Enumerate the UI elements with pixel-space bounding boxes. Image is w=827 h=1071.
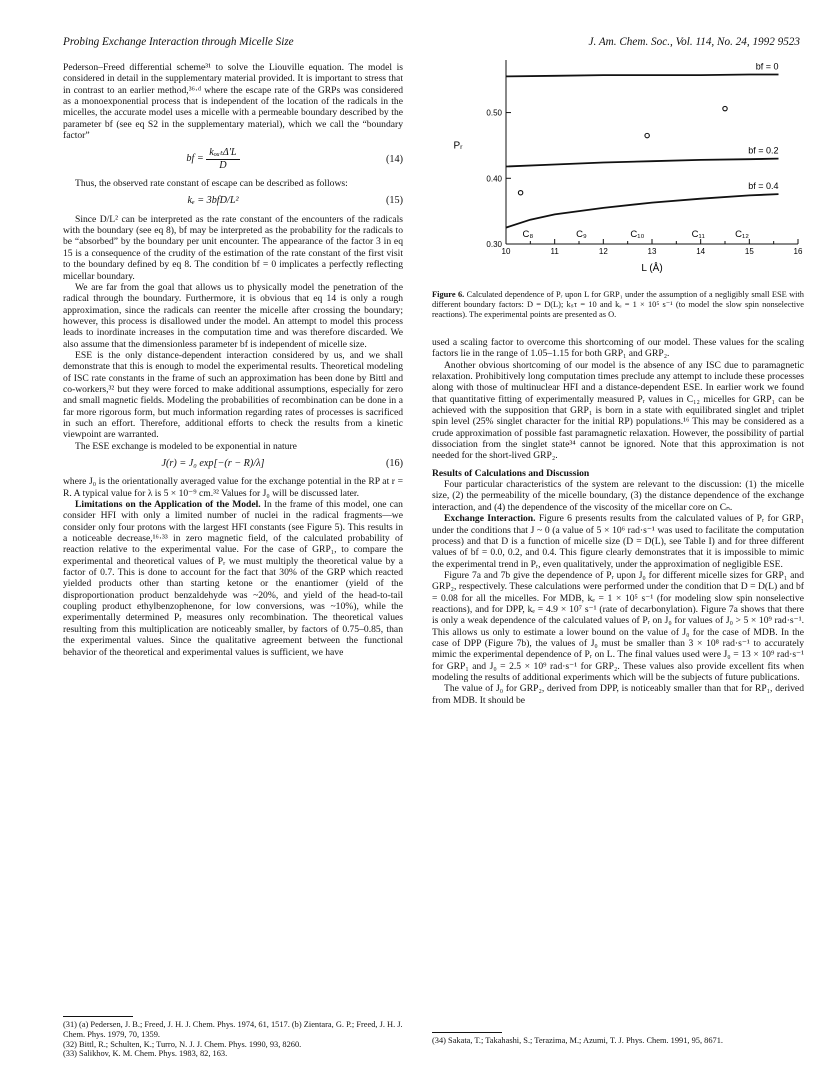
y-tick-label: 0.30 (486, 240, 502, 249)
equation-body: kₑ = 3bfD/L² (187, 195, 239, 207)
figure-6-chart (430, 56, 810, 288)
footnote: (32) Bittl, R.; Schulten, K.; Turro, N. J. J. Chem. Phys. 1990, 93, 8260. (63, 1039, 302, 1049)
experimental-point (723, 106, 727, 110)
running-header-journal: J. Am. Chem. Soc., Vol. 114, No. 24, 1992 9523 (588, 36, 800, 48)
equation-lhs: bf = (186, 153, 204, 165)
micelle-label: C₈ (522, 229, 534, 240)
paragraph (63, 499, 403, 658)
paragraph: Pederson–Freed differential scheme³¹ to solve the Liouville equation. The model is considered in detail in the supplementary material provided. It is important to stress that in contrast to an earlier method,³⁶·ᵈ where the escape rate of the GRPs was considered as a monoexponential process that is independent of the location of the radicals in the micelles, the accurate model uses a micelle with a permeable boundary described by the parameter bf (see eq S2 in the supplementary material), which we call the “boundary factor” (63, 62, 403, 142)
fraction-denominator: D (219, 159, 227, 171)
equation-fraction (206, 147, 239, 171)
paragraph: Another obvious shortcoming of our model is the absence of any ISC due to paramagnetic relaxation. Prohibitively long computation times preclude any attempt to include these processes along with those of multinuclear HFI and a distance-dependent ESE. In earlier work we found that quantitative fitting of experimentally measured Pᵣ values in C₁₂ micelles for GRP₁ can be achieved with the supposition that GRP₁ is born in a state with equilibrated singlet and triplet spin level (25% singlet character for the initial RP) populations.¹⁶ This may be considered as a crude approximation of possible fast paramagnetic relaxation. However, the possibility of partial dissociation from the singlet state³⁴ cannot be ignored. Note that this approximation is not needed for the short-lived GRP₂. (432, 359, 804, 462)
equation-body: J(r) = J₀ exp[−(r − R)/λ] (161, 458, 265, 469)
x-tick-label: 13 (647, 247, 657, 256)
equation-number: (16) (386, 458, 403, 469)
paragraph: Thus, the observed rate constant of escape can be described as follows: (75, 178, 348, 190)
equation-15 (63, 195, 403, 206)
figure-caption (432, 290, 804, 320)
equation-body (63, 147, 363, 171)
paragraph-heading: Exchange Interaction. (444, 513, 536, 525)
x-tick-label: 15 (744, 247, 754, 256)
series-label: bf = 0.2 (748, 145, 779, 156)
footnote: (34) Sakata, T.; Takahashi, S.; Terazima, M.; Azumi, T. J. Phys. Chem. 1991, 95, 8671. (432, 1036, 723, 1045)
x-tick-label: 16 (793, 247, 803, 256)
equation-number: (15) (386, 195, 403, 207)
series-line (506, 159, 779, 167)
x-tick-label: 14 (696, 247, 706, 256)
micelle-label: C₁₂ (735, 229, 749, 240)
paragraph-heading: Limitations on the Application of the Model. (75, 499, 261, 511)
y-tick-label: 0.50 (486, 108, 502, 118)
paragraph: where J₀ is the orientationally averaged value for the exchange potential in the RP at r = R. A typical value for λ is 5 × 10⁻⁹ cm.³² Values for J₀ will be discussed later. (63, 476, 403, 499)
y-tick-label: 0.40 (486, 174, 502, 184)
x-tick-label: 12 (598, 247, 608, 256)
footnote: (33) Salikhov, K. M. Chem. Phys. 1983, 82, 163. (63, 1049, 228, 1059)
section-heading: Results of Calculations and Discussion (432, 467, 590, 479)
micelle-label: C₁₁ (691, 229, 705, 240)
right-column (432, 337, 804, 706)
figure-caption-text: Calculated dependence of Pᵣ upon L for GRP₁ under the assumption of a negligibly small ESE with different boundary factors: D = D(L); kₛτ = 10 and kₑ = 1 × 10⁵ s⁻¹ (to model the slow spin nonselective reactions). The experimental points are presented as O. (432, 290, 804, 319)
footnote: (31) (a) Pedersen, J. B.; Freed, J. H. J. Chem. Phys. 1974, 61, 1517. (b) Zientara, G. P.; Freed, J. H. J. Chem. Phys. 1979, 70, 1359. (63, 1020, 403, 1039)
equation-number: (14) (386, 153, 403, 165)
series-label: bf = 0.4 (748, 181, 779, 192)
footnote-rule (63, 1016, 133, 1017)
paragraph-text: In the frame of this model, one can consider HFI with only a limited number of nuclei in the radical fragments—we consider only four protons with the largest HFI constants (see Figure 5). This results in a noticeable decrease,¹⁶·³³ in zero magnetic field, of the calculated probability of reaction relative to the experimental value. For the case of GRP₁, to compare the experimental and theoretical values of Pᵣ we must multiply the theoretical value by a factor of 0.7. This is done to account for the fact that 30% of the GRP which reacted yielded products other than starting ketone or the enantiomer (yield of the disproportionation product benzaldehyde was ~20%, and yield of the head-to-tail coupling product ethylbenzophenone, for low conversions, was ~10%), while the experimentally determined Pᵣ measures only recombination. The theoretical values resulting from this multiplication are noticeably smaller, by factors of 0.75–0.85, than the experimental values. Since the qualitative agreement between the functional behavior of the theoretical and experimental values is sufficient, we have (63, 499, 403, 658)
micelle-label: C₉ (576, 229, 587, 240)
series-label: bf = 0 (755, 61, 779, 72)
equation-14 (63, 147, 403, 171)
series-line (506, 194, 779, 228)
figure-caption-label: Figure 6. (432, 290, 465, 299)
fraction-numerator: kₒᵤₜΔ′L (206, 147, 239, 159)
x-axis-label: L (Å) (641, 263, 663, 274)
paragraph: used a scaling factor to overcome this shortcoming of our model. These values for the scaling factors lie in the range of 1.05–1.15 for both GRP₁ and GRP₂. (432, 337, 804, 360)
running-header-title: Probing Exchange Interaction through Micelle Size (63, 36, 294, 48)
paragraph: The value of J₀ for GRP₂, derived from DPP, is noticeably smaller than that for RP₁, derived from MDB. It should be (432, 683, 804, 706)
paragraph: Since D/L² can be interpreted as the rate constant of the encounters of the radicals with the boundary (see eq 8), bf may be interpreted as the probability for the radicals to be “absorbed” by the boundary per unit encounter. The appearance of the factor 3 in eq 15 is a consequence of the crudity of the estimation of the rate constant of the first visit to the boundary defined by eq 8. The condition bf = 0 implicates a perfectly reflecting micellar boundary. (63, 213, 403, 282)
experimental-point (645, 133, 649, 137)
paragraph: Four particular characteristics of the system are relevant to the discussion: (1) the micelle size, (2) the permeability of the micelle boundary, (3) the distance dependence of the exchange interaction, and (4) the dependence of the viscosity of the micellar core on Cₙ. (432, 479, 804, 513)
paragraph: The ESE exchange is modeled to be exponential in nature (75, 440, 297, 452)
y-axis-label: Pᵣ (453, 140, 463, 152)
micelle-label: C₁₀ (630, 229, 645, 240)
equation-16 (63, 458, 403, 469)
footnote-rule (432, 1032, 502, 1033)
paragraph: Figure 7a and 7b give the dependence of Pᵣ upon J₀ for different micelle sizes for GRP₁ and GRP₂, respectively. These calculations were performed under the condition that D = D(L) and bf = 0.08 for all the micelles. For MDB, kₑ = 1 × 10⁵ s⁻¹ (for modeling slow spin nonselective reactions), and for DPP, kₑ = 4.9 × 10⁷ s⁻¹ (rate of decarbonylation). Figure 7a shows that there is only a weak dependence of the calculated values of Pᵣ on J₀ for values of J₀ > 5 × 10⁹ rad·s⁻¹. This allows us only to estimate a lower bound on the value of J₀ for the case of MDB. In the case of DPP (Figure 7b), the values of J₀ must be smaller than 3 × 10⁸ rad·s⁻¹ to accurately mimic the experimental dependence of Pᵣ on L. The final values used were J₀ = 13 × 10⁹ rad·s⁻¹ for GRP₁ and J₀ = 2.5 × 10⁹ rad·s⁻¹ for GRP₂. These values also provide excellent fits when modeling the results of additional experiments which will be the subjects of future publications. (432, 569, 804, 683)
paragraph: We are far from the goal that allows us to physically model the penetration of the radical through the boundary. Furthermore, it is obvious that eq 14 is only a rough approximation, since the radicals can reenter the micelle after crossing the boundary; however, this process is disallowed under the model. An attempt to model this process leads to inordinate increases in the computation time and was therefore discarded. We also assume that the dimensionless parameter bf is independent of micelle size. (63, 281, 403, 350)
left-footnotes (63, 1020, 403, 1059)
x-tick-label: 10 (501, 247, 511, 256)
paragraph: ESE is the only distance-dependent interaction considered by us, and we shall demonstrate that this is enough to model the experimental results. Theoretical modeling of ISC rate constants in the frame of such an approximation has been done by Bittl and co-workers,³² but they were forced to make additional assumptions, especially for zero and small magnetic fields. Modeling the probabilities of recombination can be done in a far more rigorous form, but much information regarding rates of processes is sacrificed in such an effort. Therefore, additional efforts to check the results from a kinetic viewpoint are warranted. (63, 349, 403, 441)
paragraph (432, 513, 804, 570)
experimental-point (518, 191, 522, 195)
x-tick-label: 11 (550, 247, 559, 256)
left-column (63, 62, 403, 658)
paragraph-text: Figure 6 presents results from the calculated values of Pᵣ for GRP₁ under the conditions that J ~ 0 (a value of 5 × 10⁶ rad·s⁻¹ was used to facilitate the computation process) and that D is a function of micelle size (D = D(L), see Table I) and for three different values of bf = 0.0, 0.2, and 0.4. This figure clearly demonstrates that it is impossible to mimic the experimental trend in Pᵣ, even qualitatively, under the approximation of negligible ESE. (432, 513, 804, 570)
series-line (506, 75, 779, 77)
right-footnotes (432, 1036, 804, 1046)
